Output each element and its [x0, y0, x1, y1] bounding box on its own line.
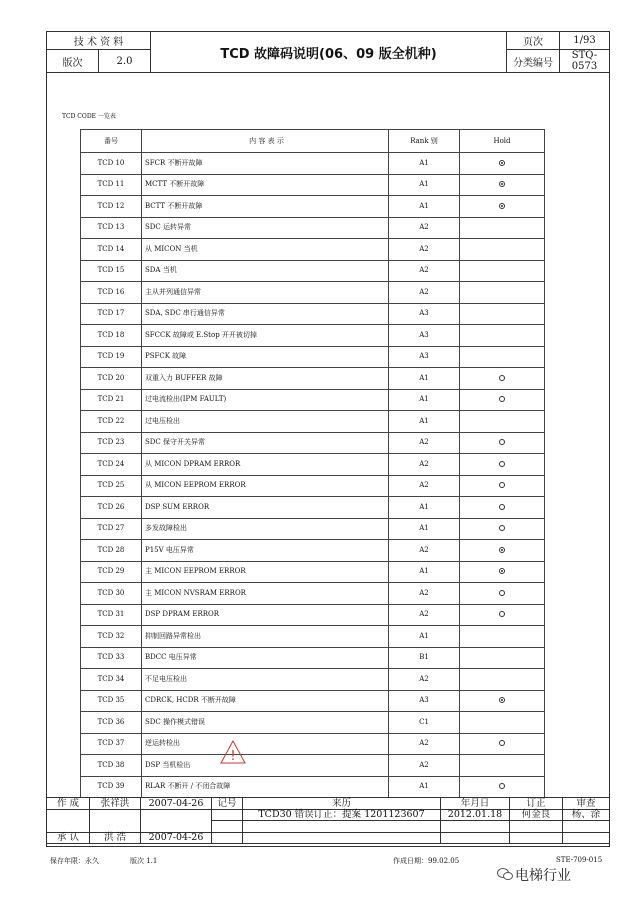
table-row — [81, 196, 545, 218]
form-number: STE-709-015 — [556, 856, 603, 864]
reviser-cell-3 — [510, 832, 563, 844]
date-cell-2 — [441, 821, 510, 833]
hold-cell — [460, 626, 545, 648]
rank-cell: C1 — [389, 712, 460, 734]
rank-cell: A1 — [389, 411, 460, 433]
rank-cell: A3 — [389, 325, 460, 347]
table-row — [81, 647, 545, 669]
page-value: 1/93 — [560, 32, 610, 50]
hold-cell — [460, 561, 545, 583]
page-label: 页次 — [507, 32, 560, 50]
table-row — [81, 260, 545, 282]
rank-cell: A2 — [389, 239, 460, 261]
hold-cell — [460, 540, 545, 562]
edition-cell — [47, 50, 151, 73]
code-cell: TCD 37 — [81, 733, 142, 755]
double-circle-icon — [499, 203, 505, 209]
rank-cell: A3 — [389, 346, 460, 368]
rank-cell: A2 — [389, 669, 460, 691]
desc-cell: 从 MICON EEPROM ERROR — [142, 475, 389, 497]
hold-cell — [460, 217, 545, 239]
table-row — [81, 389, 545, 411]
table-row — [81, 604, 545, 626]
wechat-icon — [497, 867, 513, 881]
double-circle-icon — [499, 568, 505, 574]
desc-cell: SDA 当机 — [142, 260, 389, 282]
circle-icon — [499, 461, 505, 467]
history-date: 2012.01.18 — [441, 809, 510, 821]
code-cell: TCD 15 — [81, 260, 142, 282]
code-cell: TCD 17 — [81, 303, 142, 325]
desc-cell: CDRCK, HCDR 不断开故障 — [142, 690, 389, 712]
date-label: 年月日 — [441, 798, 510, 810]
desc-cell: BCTT 不断开故障 — [142, 196, 389, 218]
history-cell-2 — [243, 821, 441, 833]
table-row — [81, 475, 545, 497]
code-cell: TCD 29 — [81, 561, 142, 583]
code-cell: TCD 32 — [81, 626, 142, 648]
hold-cell — [460, 454, 545, 476]
made-date: 2007-04-26 — [141, 798, 212, 810]
table-row — [81, 690, 545, 712]
mark-cell-3 — [212, 832, 243, 844]
table-row — [81, 432, 545, 454]
code-cell: TCD 18 — [81, 325, 142, 347]
desc-cell: SFCCK 故障或 E.Stop 开开被切掉 — [142, 325, 389, 347]
rank-cell: A3 — [389, 690, 460, 712]
rank-cell: A2 — [389, 755, 460, 777]
double-circle-icon — [499, 160, 505, 166]
rank-cell: A2 — [389, 540, 460, 562]
desc-cell: 主 MICON EEPROM ERROR — [142, 561, 389, 583]
warning-triangle-icon — [220, 740, 246, 764]
revise-label: 订正 — [510, 798, 563, 810]
hold-cell — [460, 647, 545, 669]
hold-cell — [460, 174, 545, 196]
hold-cell — [460, 303, 545, 325]
hold-cell — [460, 325, 545, 347]
approve-label: 承 认 — [47, 832, 90, 844]
hold-cell — [460, 583, 545, 605]
edition-text: 版次 1.1 — [130, 857, 158, 865]
hold-cell — [460, 368, 545, 390]
desc-cell: DSP SUM ERROR — [142, 497, 389, 519]
table-row — [81, 669, 545, 691]
hold-cell — [460, 282, 545, 304]
hold-cell — [460, 432, 545, 454]
hold-cell — [460, 389, 545, 411]
desc-cell: 过电流检出(IPM FAULT) — [142, 389, 389, 411]
code-cell: TCD 30 — [81, 583, 142, 605]
table-row — [81, 217, 545, 239]
desc-cell: DSP DPRAM ERROR — [142, 604, 389, 626]
table-row — [81, 712, 545, 734]
circle-icon — [499, 525, 505, 531]
history-label: 来历 — [243, 798, 441, 810]
created-date-text: 作成日期：99.02.05 — [393, 857, 460, 865]
desc-cell: SDC 操作模式错误 — [142, 712, 389, 734]
reviewer-name: 杨、涂 — [563, 809, 610, 821]
desc-cell: 过电压检出 — [142, 411, 389, 433]
review-label: 审查 — [563, 798, 610, 810]
circle-icon — [499, 439, 505, 445]
rank-cell: A2 — [389, 282, 460, 304]
made-name-blank — [90, 809, 141, 832]
table-row — [81, 454, 545, 476]
reviser-name: 何金良 — [510, 809, 563, 821]
made-cell-blank — [47, 809, 90, 832]
date-cell-3 — [441, 832, 510, 844]
approve-name: 洪 浩 — [90, 832, 141, 844]
table-row — [81, 368, 545, 390]
page-title: TCD 故障码说明(06、09 版全机种) — [151, 32, 507, 73]
rank-cell: A1 — [389, 561, 460, 583]
mark-cell-2 — [212, 821, 243, 833]
reviser-cell-2 — [510, 821, 563, 833]
code-cell: TCD 28 — [81, 540, 142, 562]
category-value: STQ-0573 — [560, 50, 610, 73]
table-row — [81, 346, 545, 368]
rank-cell: A2 — [389, 217, 460, 239]
rank-cell: A1 — [389, 196, 460, 218]
code-cell: TCD 10 — [81, 153, 142, 175]
desc-cell: 主从并列通信异常 — [142, 282, 389, 304]
table-row — [81, 411, 545, 433]
table-row — [81, 518, 545, 540]
double-circle-icon — [499, 181, 505, 187]
code-cell: TCD 20 — [81, 368, 142, 390]
desc-cell: SDC 运转异常 — [142, 217, 389, 239]
code-cell: TCD 39 — [81, 776, 142, 798]
rank-cell: A2 — [389, 454, 460, 476]
code-cell: TCD 16 — [81, 282, 142, 304]
rank-cell: A2 — [389, 733, 460, 755]
hold-cell — [460, 346, 545, 368]
table-row — [81, 540, 545, 562]
code-cell: TCD 23 — [81, 432, 142, 454]
circle-icon — [499, 611, 505, 617]
made-name: 张祥洪 — [90, 798, 141, 810]
code-cell: TCD 36 — [81, 712, 142, 734]
hold-cell — [460, 755, 545, 777]
circle-icon — [499, 740, 505, 746]
code-cell: TCD 21 — [81, 389, 142, 411]
desc-cell: MCTT 不断开故障 — [142, 174, 389, 196]
hold-cell — [460, 518, 545, 540]
code-cell: TCD 22 — [81, 411, 142, 433]
reviewer-cell-2 — [563, 821, 610, 833]
hold-cell — [460, 239, 545, 261]
hold-cell — [460, 776, 545, 798]
table-row — [81, 282, 545, 304]
table-row — [81, 626, 545, 648]
mark-cell — [212, 809, 243, 821]
table-row — [81, 325, 545, 347]
watermark-text: 电梯行业 — [515, 868, 571, 884]
code-cell: TCD 12 — [81, 196, 142, 218]
code-cell: TCD 11 — [81, 174, 142, 196]
col-header-hold: Hold — [460, 130, 545, 153]
rank-cell: A1 — [389, 626, 460, 648]
desc-cell: SDC 保守开关异常 — [142, 432, 389, 454]
made-label: 作 成 — [47, 798, 90, 810]
rank-cell: A1 — [389, 497, 460, 519]
desc-cell: 不足电压检出 — [142, 669, 389, 691]
hold-cell — [460, 733, 545, 755]
table-row — [81, 776, 545, 798]
hold-cell — [460, 669, 545, 691]
edition-value: 2.0 — [116, 55, 133, 67]
table-label: TCD CODE 一览表 — [62, 113, 116, 120]
hold-cell — [460, 712, 545, 734]
table-row — [81, 733, 545, 755]
code-cell: TCD 27 — [81, 518, 142, 540]
circle-icon — [499, 396, 505, 402]
hold-cell — [460, 196, 545, 218]
desc-cell: SFCR 不断开故障 — [142, 153, 389, 175]
rank-cell: A1 — [389, 153, 460, 175]
retention-text: 保存年限：永久 — [50, 857, 99, 865]
made-date-blank — [141, 809, 212, 832]
category-label: 分类编号 — [507, 50, 560, 73]
rank-cell: A1 — [389, 518, 460, 540]
svg-text:!: ! — [230, 749, 236, 764]
circle-icon — [499, 590, 505, 596]
table-row — [81, 497, 545, 519]
circle-icon — [499, 482, 505, 488]
desc-cell: 双重入力 BUFFER 故障 — [142, 368, 389, 390]
code-cell: TCD 25 — [81, 475, 142, 497]
tech-label: 技 术 资 料 — [47, 32, 151, 50]
header-table — [46, 31, 610, 73]
desc-cell: RLAR 不断开 / 不闭合故障 — [142, 776, 389, 798]
desc-cell: SDA, SDC 串行通信异常 — [142, 303, 389, 325]
code-cell: TCD 19 — [81, 346, 142, 368]
col-header-desc: 内 容 表 示 — [142, 130, 389, 153]
code-cell: TCD 35 — [81, 690, 142, 712]
code-cell: TCD 33 — [81, 647, 142, 669]
desc-cell: 从 MICON 当机 — [142, 239, 389, 261]
desc-cell: 主 MICON NVSRAM ERROR — [142, 583, 389, 605]
desc-cell: BDCC 电压异常 — [142, 647, 389, 669]
rank-cell: B1 — [389, 647, 460, 669]
col-header-code: 番号 — [81, 130, 142, 153]
history-cell-3 — [243, 832, 441, 844]
rank-cell: A2 — [389, 583, 460, 605]
footer-table — [46, 797, 610, 844]
desc-cell: DSP 当机检出 — [142, 755, 389, 777]
rank-cell: A1 — [389, 389, 460, 411]
history-entry: TCD30 错误订正：提案 1201123607 — [243, 809, 441, 821]
circle-icon — [499, 375, 505, 381]
table-row — [81, 303, 545, 325]
col-header-rank: Rank 别 — [389, 130, 460, 153]
circle-icon — [499, 504, 505, 510]
code-cell: TCD 31 — [81, 604, 142, 626]
desc-cell: PSFCK 故障 — [142, 346, 389, 368]
rank-cell: A1 — [389, 368, 460, 390]
mark-label: 记号 — [212, 798, 243, 810]
table-row — [81, 583, 545, 605]
approve-date: 2007-04-26 — [141, 832, 212, 844]
edition-label: 版次 — [47, 50, 99, 72]
code-cell: TCD 14 — [81, 239, 142, 261]
table-row — [81, 174, 545, 196]
table-row — [81, 561, 545, 583]
rank-cell: A2 — [389, 604, 460, 626]
rank-cell: A1 — [389, 776, 460, 798]
table-row — [81, 153, 545, 175]
rank-cell: A2 — [389, 475, 460, 497]
tcd-code-table — [80, 129, 545, 798]
table-row — [81, 755, 545, 777]
double-circle-icon — [499, 547, 505, 553]
hold-cell — [460, 411, 545, 433]
table-row — [81, 239, 545, 261]
desc-cell: 逆运转检出 — [142, 733, 389, 755]
code-cell: TCD 38 — [81, 755, 142, 777]
circle-icon — [499, 783, 505, 789]
code-cell: TCD 26 — [81, 497, 142, 519]
rank-cell: A2 — [389, 432, 460, 454]
rank-cell: A1 — [389, 174, 460, 196]
rank-cell: A2 — [389, 260, 460, 282]
reviewer-cell-3 — [563, 832, 610, 844]
hold-cell — [460, 260, 545, 282]
desc-cell: P15V 电压异常 — [142, 540, 389, 562]
double-circle-icon — [499, 697, 505, 703]
desc-cell: 抑制回路异常检出 — [142, 626, 389, 648]
code-cell: TCD 34 — [81, 669, 142, 691]
rank-cell: A3 — [389, 303, 460, 325]
hold-cell — [460, 497, 545, 519]
desc-cell: 从 MICON DPRAM ERROR — [142, 454, 389, 476]
hold-cell — [460, 604, 545, 626]
hold-cell — [460, 153, 545, 175]
desc-cell: 多发故障检出 — [142, 518, 389, 540]
hold-cell — [460, 690, 545, 712]
code-cell: TCD 13 — [81, 217, 142, 239]
hold-cell — [460, 475, 545, 497]
code-cell: TCD 24 — [81, 454, 142, 476]
